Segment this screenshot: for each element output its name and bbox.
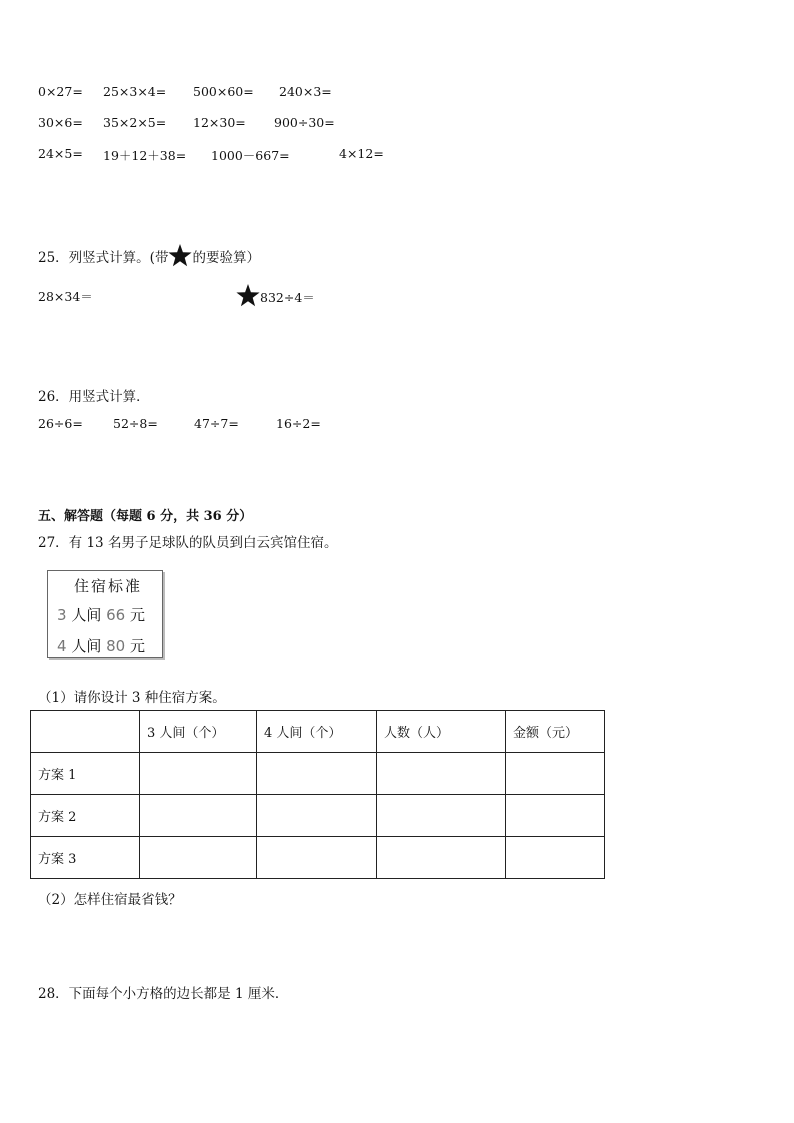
- table-header-cell: 3 人间（个）: [140, 711, 257, 753]
- room-label: 人间: [71, 606, 102, 624]
- room-price: 66: [106, 606, 126, 624]
- table-row: [31, 795, 605, 837]
- q26-problem: 52÷8=: [113, 416, 158, 431]
- answer-cell[interactable]: [377, 753, 506, 795]
- plan-label: 方案 2: [31, 795, 140, 837]
- price-unit: 元: [130, 637, 146, 655]
- q27-part-2: （2）怎样住宿最省钱？: [38, 892, 182, 908]
- table-header-row: [31, 711, 605, 753]
- answer-cell[interactable]: [257, 837, 377, 879]
- expr: 25×3×4=: [103, 84, 167, 99]
- q27-title: 27．有 13 名男子足球队的队员到白云宾馆住宿。: [38, 535, 338, 551]
- answer-cell[interactable]: [506, 795, 605, 837]
- standard-row: [57, 635, 145, 656]
- answer-cell[interactable]: [377, 837, 506, 879]
- answer-cell[interactable]: [377, 795, 506, 837]
- q25-title-pre: 25．列竖式计算。(带: [38, 250, 169, 266]
- star-icon: [168, 244, 192, 267]
- plan-table: [30, 710, 605, 879]
- answer-cell[interactable]: [257, 753, 377, 795]
- expr: 240×3=: [279, 84, 332, 99]
- plan-label: 方案 3: [31, 837, 140, 879]
- expr: 900÷30=: [274, 115, 335, 130]
- table-header-cell: 人数（人）: [377, 711, 506, 753]
- q25-problem-2-wrap: [236, 284, 315, 307]
- room-price: 80: [106, 637, 126, 655]
- standard-row: [57, 604, 145, 625]
- expr: 500×60=: [193, 84, 254, 99]
- price-unit: 元: [130, 606, 146, 624]
- standard-title: 住宿标准: [74, 577, 143, 595]
- accommodation-standard-box: [47, 570, 163, 658]
- expr: 30×6=: [38, 115, 83, 130]
- table-header-cell: [31, 711, 140, 753]
- table-header-cell: 金额（元）: [506, 711, 605, 753]
- q25-problem-1: 28×34＝: [38, 289, 93, 304]
- expr: 24×5=: [38, 146, 83, 161]
- room-label: 人间: [71, 637, 102, 655]
- answer-cell[interactable]: [506, 837, 605, 879]
- room-size: 4: [57, 637, 67, 655]
- q25-problem-2: 832÷4＝: [260, 290, 315, 305]
- plan-label: 方案 1: [31, 753, 140, 795]
- q26-title: 26．用竖式计算．: [38, 389, 150, 405]
- table-row: [31, 753, 605, 795]
- answer-cell[interactable]: [140, 795, 257, 837]
- star-icon: [236, 284, 260, 307]
- expr: 12×30=: [193, 115, 246, 130]
- q26-problem: 26÷6=: [38, 416, 83, 431]
- q26-problem: 16÷2=: [276, 416, 321, 431]
- q28-title: 28．下面每个小方格的边长都是 1 厘米．: [38, 986, 289, 1002]
- expr: 1000－667=: [211, 148, 290, 163]
- q26-problem: 47÷7=: [194, 416, 239, 431]
- expr: 4×12=: [339, 146, 384, 161]
- table-header-cell: 4 人间（个）: [257, 711, 377, 753]
- expr: 19＋12＋38=: [103, 148, 187, 163]
- expr: 0×27=: [38, 84, 83, 99]
- answer-cell[interactable]: [257, 795, 377, 837]
- room-size: 3: [57, 606, 67, 624]
- q25-title: [38, 244, 260, 267]
- expr: 35×2×5=: [103, 115, 167, 130]
- answer-cell[interactable]: [140, 753, 257, 795]
- answer-cell[interactable]: [140, 837, 257, 879]
- q27-part-1: （1）请你设计 3 种住宿方案。: [38, 690, 226, 706]
- table-row: [31, 837, 605, 879]
- answer-cell[interactable]: [506, 753, 605, 795]
- section-heading: 五、解答题（每题 6 分，共 36 分）: [38, 509, 253, 524]
- q25-title-post: 的要验算）: [192, 250, 260, 266]
